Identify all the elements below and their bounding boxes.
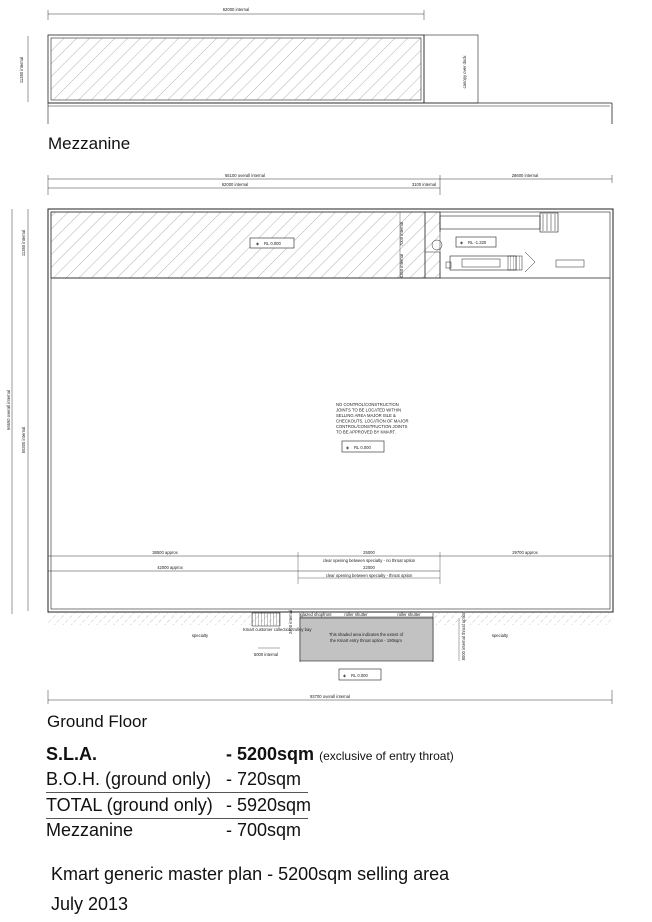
shaded-note-line-2: the Kmart entry throat option - 190sqm [330,638,402,643]
area-divider [46,792,308,793]
area-row-total [46,795,466,819]
canopy-zone [424,35,478,103]
opening-center-dimension: 25000 [363,550,375,555]
construction-joint-note [336,402,409,435]
shaded-note-line-1: This shaded area indicates the extent of [328,632,404,637]
svg-text:JOINTS TO BE LOCATED WITHIN: JOINTS TO BE LOCATED WITHIN [336,407,402,413]
ground-floor-title: Ground Floor [47,712,148,731]
area-row-mezzanine [46,820,466,844]
ground-floor-plan [6,173,613,704]
specialty-right-label: specialty [491,633,509,638]
canopy-label: canopy over dock [462,55,467,89]
plan-date: July 2013 [51,894,129,914]
trolley-bay [252,613,280,626]
specialty-left-label: specialty [191,633,209,638]
customer-bay-label: Kmart customer collection trolley bay [243,627,312,632]
svg-text:RL -1.320: RL -1.320 [468,240,487,245]
svg-text:RL 0.000: RL 0.000 [351,673,368,678]
upper-depth-dimension: 11350 internal [21,229,26,257]
internal-width-dimension: 62000 internal [221,182,249,187]
opening-right-dimension: 29700 approx [512,550,538,555]
area-label: S.L.A. [46,744,98,764]
opening-22000-dimension: 22000 [363,565,375,570]
svg-text:NO CONTROL/CONSTRUCTION: NO CONTROL/CONSTRUCTION [336,402,399,407]
mezzanine-plan [19,7,612,124]
svg-text:◈: ◈ [346,445,350,450]
area-value: - 5200sqm (exclusive of entry throat) [226,744,454,764]
svg-text:◈: ◈ [343,673,347,678]
area-row-sla [46,744,466,768]
loading-dock [425,212,584,278]
area-value: - 700sqm [226,820,302,840]
ground-hatch-left [48,613,280,625]
roller-shutter-label-1: roller shutter [344,612,368,617]
area-label: Mezzanine [46,820,134,840]
area-label: TOTAL (ground only) [46,795,213,815]
ground-hatch-right [433,613,613,625]
right-width-dimension: 28600 internal [511,173,539,178]
area-divider [46,818,308,819]
svg-text:RL 0.000: RL 0.000 [264,241,281,246]
overall-width-dimension: 65100 overall internal [224,173,266,178]
dim-2400: 2400 internal [288,609,293,635]
area-note: (exclusive of entry throat) [319,749,454,763]
svg-text:TO BE APPROVED BY KMART.: TO BE APPROVED BY KMART. [336,429,396,435]
mezzanine-title: Mezzanine [48,134,131,153]
svg-text:CONTROL/CONSTRUCTION JOINTS: CONTROL/CONSTRUCTION JOINTS [336,424,408,429]
mezzanine-floor-area [51,38,421,100]
plan-title: Kmart generic master plan - 5200sqm selling area [51,864,450,884]
area-value: - 5920sqm [226,795,312,815]
svg-text:◈: ◈ [256,241,260,246]
overall-bottom-dimension: 93700 overall internal [309,694,351,699]
area-row-boh [46,769,466,793]
area-label: B.O.H. (ground only) [46,769,212,789]
opening-42000-dimension: 42000 approx [157,565,183,570]
svg-text:CHECKOUTS. LOCATION OF MAJOR: CHECKOUTS. LOCATION OF MAJOR [336,418,409,424]
offset-dimension: 3100 internal [411,182,437,187]
no-throat-opening-label: clear opening between specialty - no throat option [322,558,416,563]
svg-text:RL 0.000: RL 0.000 [354,445,371,450]
svg-text:SELLING AREA MAJOR ISLE &: SELLING AREA MAJOR ISLE & [336,413,396,418]
svg-text:◈: ◈ [460,240,464,245]
mezzanine-depth-dimension: 11350 internal [19,56,24,84]
throat-opening-label: clear opening between specialty - throat option [325,573,413,578]
dim-8000: 8000 internal throat option [461,611,466,661]
mezzanine-width-dimension: 62000 internal [222,7,250,12]
glazed-shopfront-label: glazed shopfront [300,612,332,617]
boh-hatched-area [51,212,425,278]
overall-depth-dimension: 66650 overall internal [6,389,11,431]
boh-lower-dimension: 4350 internal [399,253,404,279]
opening-left-dimension: 38500 approx [152,550,178,555]
roller-shutter-label-2: roller shutter [397,612,421,617]
main-depth-dimension: 55300 internal [21,426,26,454]
dim-5000: 5000 internal [253,652,279,657]
area-value: - 720sqm [226,769,302,789]
boh-upper-dimension: 7000 internal [399,221,404,247]
